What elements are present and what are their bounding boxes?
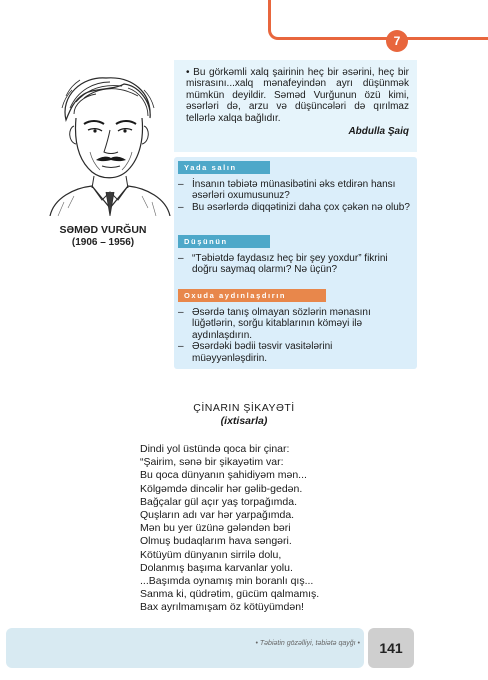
- poem-line: Bu qoca dünyanın şahidiyəm mən...: [140, 469, 307, 482]
- recall-questions: [178, 179, 410, 213]
- page-number: 141: [368, 628, 414, 668]
- section-label-clarify: Oxuda aydınlaşdırın: [178, 289, 326, 302]
- poem-subtitle: (ixtisarla): [220, 415, 268, 427]
- quote-bullet: •: [186, 67, 190, 78]
- author-portrait: [44, 68, 174, 216]
- poem-line: Quşların adı var hər yarpağımda.: [140, 509, 295, 522]
- clarify-questions: [178, 307, 410, 364]
- poem-line: Sanma ki, qüdrətim, gücüm qalmamış.: [140, 588, 320, 601]
- section-label-recall: Yada salın: [178, 161, 270, 174]
- list-item: – Əsərdə tanış olmayan sözlərin mənasını lüğətlərin, sorğu kitablarının köməyi ilə aydınlaşdırın.: [178, 307, 371, 341]
- footer-band: [6, 628, 364, 668]
- poem-line: Kötüyüm dünyanın sirrilə dolu,: [140, 548, 282, 561]
- poem-lines: [140, 443, 319, 615]
- quote-body: Bu görkəmli xalq şairinin heç bir əsərini, heç bir misrasını...xalq mənafeyindən ayrı düşünmək mümkün deyildir. Səməd Vurğunun özü kimi, əsərləri də, arzu və düşüncələri də qırılmaz tellərlə xalqa bağlıdır.: [186, 67, 409, 124]
- poem-line: Bax ayrılmamışam öz kötüyümdən!: [140, 601, 304, 614]
- chapter-number-badge: 7: [386, 30, 408, 52]
- list-item: – İnsanın təbiətə münasibətini əks etdirən hansı əsərləri oxumusunuz?: [178, 179, 396, 202]
- chapter-tab-frame: [268, 0, 488, 40]
- author-years: (1906 – 1956): [71, 237, 135, 248]
- think-questions: [178, 253, 410, 276]
- poem-line: Bağçalar gül açır yaş torpağımda.: [140, 495, 297, 508]
- questions-box: [174, 157, 417, 369]
- poem-title: ÇİNARIN ŞİKAYƏTİ: [193, 402, 295, 414]
- poem-line: “Şairim, sənə bir şikayətim var:: [140, 456, 284, 469]
- list-item: – Əsərdəki bədii təsvir vasitələrini müəyyənləşdirin.: [178, 341, 333, 364]
- quote-box: [174, 60, 417, 152]
- poem-line: ...Başımda oynamış min boranlı qış...: [140, 575, 314, 588]
- poem-line: Dolanmış başıma karvanlar yolu.: [140, 561, 293, 574]
- list-item: – Bu əsərlərdə diqqətinizi daha çox çəkən nə olub?: [178, 201, 410, 213]
- quote-author: Abdulla Şaiq: [348, 126, 409, 138]
- poem-line: Kölgəmdə dincəlir hər gəlib-gedən.: [140, 482, 303, 495]
- list-item: – “Təbiətdə faydasız heç bir şey yoxdur” fikrini doğru saymaq olarmı? Nə üçün?: [178, 253, 388, 276]
- poem-line: Dindi yol üstündə qoca bir çinar:: [140, 443, 290, 455]
- poem-line: Mən bu yer üzünə gələndən bəri: [140, 522, 291, 535]
- author-name: SƏMƏD VURĞUN: [59, 224, 147, 236]
- poem-line: Olmuş budaqlarım hava səngəri.: [140, 535, 292, 548]
- section-label-think: Düşünün: [178, 235, 270, 248]
- quote-text: [186, 67, 409, 124]
- footer-section-title: • Təbiətin gözəlliyi, təbiətə qayğı •: [255, 640, 360, 647]
